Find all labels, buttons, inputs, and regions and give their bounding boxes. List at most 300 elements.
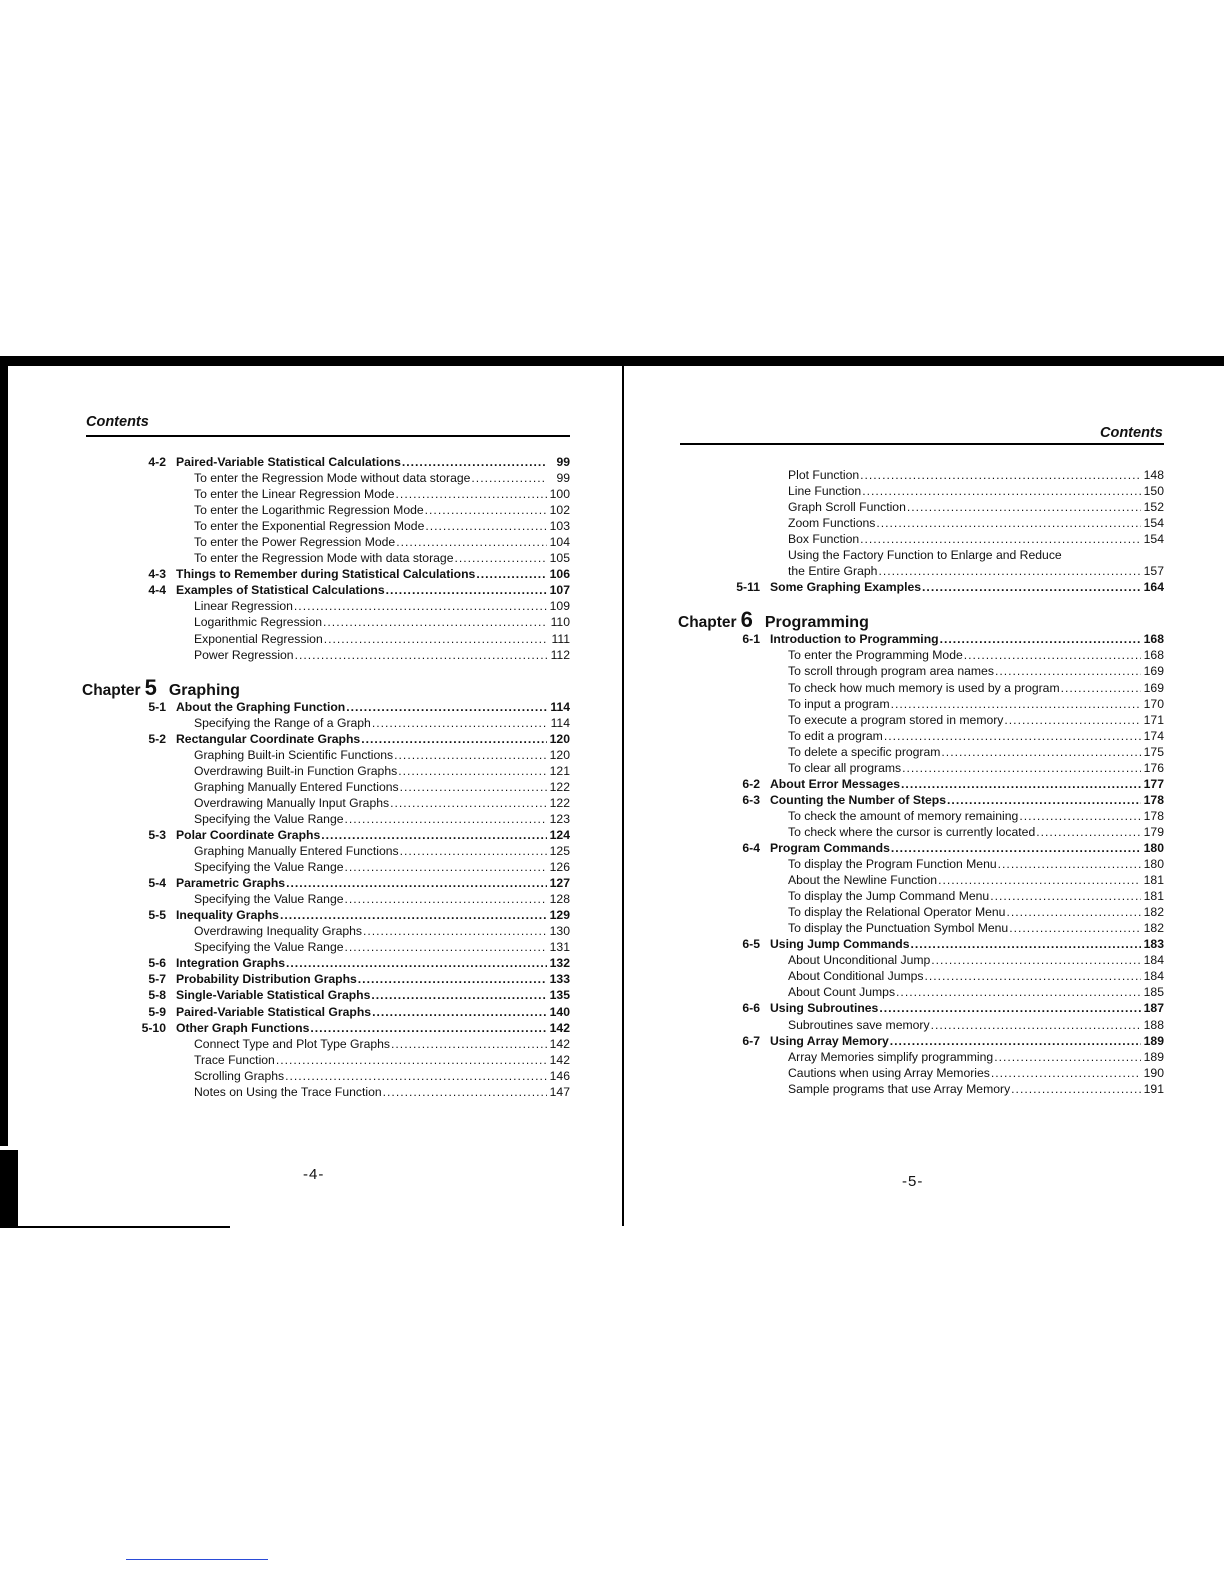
toc-subentry xyxy=(724,984,1164,1000)
toc-title: To enter the Power Regression Mode xyxy=(194,535,396,550)
toc-section-entry xyxy=(130,1020,570,1036)
toc-title: Counting the Number of Steps xyxy=(770,792,947,807)
toc-subentry xyxy=(724,920,1164,936)
right-page xyxy=(612,0,1224,1584)
toc-leader-dots xyxy=(931,952,1141,968)
toc-subentry xyxy=(130,1052,570,1068)
toc-title: Scrolling Graphs xyxy=(194,1068,285,1083)
toc-subentry xyxy=(130,502,570,518)
toc-subentry xyxy=(130,763,570,779)
toc-leader-dots xyxy=(890,1033,1141,1049)
toc-page-number: 179 xyxy=(1143,824,1164,839)
toc-leader-dots xyxy=(998,856,1141,872)
toc-title: Paired-Variable Statistical Calculations xyxy=(176,455,401,469)
toc-page-number: 190 xyxy=(1143,1065,1164,1080)
toc-title: About Unconditional Jump xyxy=(788,953,931,968)
toc-section-number: 5-9 xyxy=(148,1004,166,1019)
toc-title: Specifying the Range of a Graph xyxy=(194,715,371,730)
toc-page-number: 142 xyxy=(549,1020,570,1035)
toc-subentry xyxy=(130,715,570,731)
toc-leader-dots xyxy=(324,631,547,647)
toc-subentry xyxy=(130,470,570,486)
toc-title: About Error Messages xyxy=(770,776,901,791)
toc-title: Inequality Graphs xyxy=(176,908,279,923)
toc-subentry xyxy=(724,696,1164,712)
toc-leader-dots xyxy=(896,984,1141,1000)
toc-subentry xyxy=(724,531,1164,547)
toc-section-entry xyxy=(724,936,1164,952)
toc-title: the Entire Graph xyxy=(788,564,878,579)
toc-subentry xyxy=(130,598,570,614)
toc-section-number: 6-4 xyxy=(742,840,760,855)
toc-subentry xyxy=(130,939,570,955)
toc-title: Things to Remember during Statistical Calculations xyxy=(176,567,476,582)
toc-leader-dots xyxy=(372,715,547,731)
chapter-heading xyxy=(678,607,1164,633)
toc-leader-dots xyxy=(396,486,547,502)
toc-subentry xyxy=(724,1065,1164,1081)
toc-title: Trace Function xyxy=(194,1052,275,1067)
toc-title: To check where the cursor is currently located xyxy=(788,824,1036,839)
toc-title: To clear all programs xyxy=(788,760,902,775)
toc-subentry xyxy=(724,888,1164,904)
toc-page-number: 154 xyxy=(1143,516,1164,531)
toc-leader-dots xyxy=(398,763,547,779)
toc-subentry xyxy=(130,614,570,630)
toc-page-number: 124 xyxy=(549,827,570,842)
toc-page-number: 140 xyxy=(549,1004,570,1019)
toc-title: Linear Regression xyxy=(194,599,293,614)
toc-page-number: 184 xyxy=(1143,969,1164,984)
toc-leader-dots xyxy=(323,614,547,630)
toc-leader-dots xyxy=(907,499,1141,515)
toc-title: Introduction to Programming xyxy=(770,632,939,647)
toc-leader-dots xyxy=(878,563,1141,579)
toc-page-number: 182 xyxy=(1143,921,1164,936)
toc-leader-dots xyxy=(345,891,547,907)
toc-page-number: 181 xyxy=(1143,873,1164,888)
toc-leader-dots xyxy=(925,968,1142,984)
toc-subentry xyxy=(724,1081,1164,1097)
toc-title: To display the Jump Command Menu xyxy=(788,889,990,904)
toc-title: To enter the Regression Mode without data storage xyxy=(194,471,471,486)
chapter-title: Graphing xyxy=(168,681,240,699)
toc-subentry xyxy=(130,534,570,550)
toc-page-number: 112 xyxy=(550,647,570,662)
toc-title: To check how much memory is used by a program xyxy=(788,680,1060,695)
toc-title: Probability Distribution Graphs xyxy=(176,972,357,987)
toc-page-number: 152 xyxy=(1143,500,1164,515)
toc-section-entry xyxy=(130,731,570,747)
toc-section-entry xyxy=(130,582,570,598)
toc-leader-dots xyxy=(862,483,1141,499)
toc-subentry xyxy=(724,824,1164,840)
toc-title: Logarithmic Regression xyxy=(194,615,323,630)
toc-page-number: 128 xyxy=(549,892,570,907)
chapter-label: Chapter xyxy=(678,614,737,632)
toc-subentry xyxy=(724,872,1164,888)
toc-page-number: 99 xyxy=(556,455,570,469)
toc-title: To check the amount of memory remaining xyxy=(788,808,1019,823)
toc-page-number: 168 xyxy=(1143,648,1164,663)
toc-page-number: 189 xyxy=(1143,1033,1164,1048)
toc-page-number: 122 xyxy=(549,795,570,810)
toc-subentry xyxy=(130,1068,570,1084)
toc-subentry xyxy=(130,518,570,534)
toc-title: Using Subroutines xyxy=(770,1001,879,1016)
toc-page-number: 169 xyxy=(1143,680,1164,695)
toc-title: Program Commands xyxy=(770,840,890,855)
toc-page-number: 131 xyxy=(549,940,570,955)
toc-title: Specifying the Value Range xyxy=(194,811,344,826)
toc-page-number: 122 xyxy=(549,779,570,794)
toc-leader-dots xyxy=(476,566,547,582)
toc-title: Specifying the Value Range xyxy=(194,892,344,907)
toc-section-entry xyxy=(724,631,1164,647)
toc-page-number: 178 xyxy=(1143,808,1164,823)
toc-section-entry xyxy=(724,1033,1164,1049)
toc-leader-dots xyxy=(860,467,1141,483)
toc-page-number: 142 xyxy=(549,1052,570,1067)
toc-section-number: 5-7 xyxy=(148,972,166,987)
toc-subentry xyxy=(724,760,1164,776)
toc-title: Graphing Built-in Scientific Functions xyxy=(194,747,394,762)
toc-page-number: 120 xyxy=(549,747,570,762)
toc-section-number: 5-10 xyxy=(141,1020,166,1035)
toc-subentry xyxy=(724,856,1164,872)
toc-leader-dots xyxy=(372,1004,547,1020)
toc-title: To enter the Logarithmic Regression Mode xyxy=(194,503,424,518)
toc-leader-dots xyxy=(294,598,547,614)
toc-title: Box Function xyxy=(788,532,860,547)
toc-leader-dots xyxy=(1006,904,1141,920)
toc-subentry xyxy=(724,1049,1164,1065)
toc-section-entry xyxy=(130,827,570,843)
chapter-label: Chapter xyxy=(82,681,141,699)
toc-title: Specifying the Value Range xyxy=(194,860,344,875)
toc-leader-dots xyxy=(922,579,1141,595)
toc-leader-dots xyxy=(280,907,547,923)
toc-title: Using Jump Commands xyxy=(770,937,910,952)
toc-leader-dots xyxy=(902,760,1141,776)
toc-page-number: 178 xyxy=(1143,792,1164,807)
toc-page-number: 129 xyxy=(549,908,570,923)
toc-section-entry xyxy=(130,987,570,1003)
toc-leader-dots xyxy=(345,939,547,955)
toc-subentry xyxy=(724,712,1164,728)
toc-leader-dots xyxy=(1009,920,1141,936)
toc-page-number: 126 xyxy=(549,860,570,875)
toc-title: Power Regression xyxy=(194,647,294,662)
toc-leader-dots xyxy=(276,1052,547,1068)
toc-leader-dots xyxy=(991,1065,1141,1081)
toc-section-entry xyxy=(130,955,570,971)
toc-section-number: 5-8 xyxy=(148,988,166,1003)
toc-page-number: 102 xyxy=(549,503,570,518)
toc-page-number: 147 xyxy=(549,1084,570,1099)
toc-subentry xyxy=(724,515,1164,531)
toc-section-entry xyxy=(724,776,1164,792)
toc-page-number: 121 xyxy=(549,763,570,778)
toc-leader-dots xyxy=(425,518,547,534)
toc-title: To scroll through program area names xyxy=(788,664,994,679)
toc-page-number: 183 xyxy=(1143,937,1164,952)
toc-section-entry xyxy=(724,792,1164,808)
toc-title: Paired-Variable Statistical Graphs xyxy=(176,1004,372,1019)
toc-leader-dots xyxy=(310,1020,547,1036)
right-page-number: -5- xyxy=(902,1173,924,1190)
toc-title: Other Graph Functions xyxy=(176,1020,310,1035)
toc-leader-dots xyxy=(286,875,547,891)
toc-title: To enter the Linear Regression Mode xyxy=(194,487,395,502)
right-toc xyxy=(678,467,1164,1097)
toc-subentry xyxy=(130,647,570,663)
chapter-title: Programming xyxy=(764,614,869,632)
toc-leader-dots xyxy=(346,699,547,715)
toc-section-entry xyxy=(724,1000,1164,1016)
chapter-heading xyxy=(82,675,570,701)
toc-section-number: 6-2 xyxy=(742,776,760,791)
toc-leader-dots xyxy=(396,534,547,550)
toc-page-number: 180 xyxy=(1143,840,1164,855)
toc-title: About the Newline Function xyxy=(788,873,938,888)
toc-subentry xyxy=(724,904,1164,920)
toc-subentry xyxy=(724,563,1164,579)
toc-subentry xyxy=(724,1017,1164,1033)
toc-page-number: 188 xyxy=(1143,1017,1164,1032)
toc-leader-dots xyxy=(1061,680,1141,696)
left-header-rule xyxy=(86,435,570,437)
toc-page-number: 191 xyxy=(1143,1081,1164,1096)
toc-title: Polar Coordinate Graphs xyxy=(176,827,321,842)
toc-leader-dots xyxy=(1036,824,1141,840)
toc-page-number: 125 xyxy=(549,844,570,859)
toc-page-number: 106 xyxy=(549,567,570,582)
toc-page-number: 103 xyxy=(549,519,570,534)
toc-section-entry xyxy=(724,579,1164,595)
toc-title: About the Graphing Function xyxy=(176,699,346,714)
toc-title: To edit a program xyxy=(788,728,883,743)
toc-title: Overdrawing Built-in Function Graphs xyxy=(194,763,398,778)
toc-leader-dots xyxy=(358,971,547,987)
toc-page-number: 100 xyxy=(549,487,570,502)
toc-leader-dots xyxy=(901,776,1141,792)
toc-subentry xyxy=(130,550,570,566)
toc-title: Some Graphing Examples xyxy=(770,580,922,595)
toc-title: Single-Variable Statistical Graphs xyxy=(176,988,371,1003)
toc-page-number: 132 xyxy=(549,956,570,971)
chapter-number: 6 xyxy=(740,607,753,633)
toc-leader-dots xyxy=(1004,712,1141,728)
toc-page-number: 184 xyxy=(1143,953,1164,968)
toc-leader-dots xyxy=(402,454,547,470)
toc-page-number: 99 xyxy=(556,471,570,486)
toc-page-number: 105 xyxy=(549,551,570,566)
toc-leader-dots xyxy=(425,502,547,518)
toc-page-number: 171 xyxy=(1143,712,1164,727)
toc-leader-dots xyxy=(931,1017,1141,1033)
toc-leader-dots xyxy=(941,744,1141,760)
toc-subentry xyxy=(130,843,570,859)
toc-title: To display the Program Function Menu xyxy=(788,857,997,872)
toc-leader-dots xyxy=(363,923,547,939)
toc-subentry xyxy=(130,1084,570,1100)
toc-title: Specifying the Value Range xyxy=(194,940,344,955)
toc-section-number: 5-6 xyxy=(148,956,166,971)
toc-leader-dots xyxy=(994,1049,1141,1065)
toc-title: Using Array Memory xyxy=(770,1033,889,1048)
toc-leader-dots xyxy=(1019,808,1141,824)
toc-subentry xyxy=(130,891,570,907)
toc-page-number: 148 xyxy=(1143,468,1164,482)
toc-page-number: 157 xyxy=(1143,564,1164,579)
toc-page-number: 127 xyxy=(549,876,570,891)
toc-subentry xyxy=(724,663,1164,679)
left-running-header: Contents xyxy=(86,414,149,430)
toc-leader-dots xyxy=(876,515,1141,531)
toc-subentry xyxy=(130,1036,570,1052)
toc-section-number: 6-7 xyxy=(742,1033,760,1048)
toc-page-number: 164 xyxy=(1143,580,1164,595)
toc-subentry xyxy=(130,859,570,875)
toc-page-number: 170 xyxy=(1143,696,1164,711)
toc-leader-dots xyxy=(940,631,1141,647)
toc-page-number: 168 xyxy=(1143,632,1164,647)
toc-leader-dots xyxy=(391,1036,547,1052)
toc-title: To execute a program stored in memory xyxy=(788,712,1004,727)
toc-leader-dots xyxy=(891,696,1141,712)
toc-section-number: 4-2 xyxy=(148,455,166,469)
toc-subentry xyxy=(724,808,1164,824)
left-page-number: -4- xyxy=(303,1166,325,1183)
toc-page-number: 114 xyxy=(550,699,570,714)
toc-leader-dots xyxy=(345,859,547,875)
toc-subentry xyxy=(724,728,1164,744)
toc-page-number: 176 xyxy=(1143,760,1164,775)
toc-title: Notes on Using the Trace Function xyxy=(194,1084,382,1099)
toc-leader-dots xyxy=(879,1000,1141,1016)
left-toc xyxy=(82,454,570,1100)
toc-leader-dots xyxy=(295,647,547,663)
right-header-rule xyxy=(680,443,1164,445)
toc-page-number: 175 xyxy=(1143,744,1164,759)
toc-leader-dots xyxy=(361,731,547,747)
toc-subentry xyxy=(724,952,1164,968)
toc-title: Using the Factory Function to Enlarge and Reduce xyxy=(788,548,1062,563)
toc-section-entry xyxy=(130,699,570,715)
toc-subentry xyxy=(724,647,1164,663)
toc-page-number: 174 xyxy=(1143,728,1164,743)
toc-title: About Conditional Jumps xyxy=(788,969,924,984)
toc-leader-dots xyxy=(400,779,547,795)
toc-title: Line Function xyxy=(788,484,862,499)
toc-leader-dots xyxy=(938,872,1141,888)
toc-section-entry xyxy=(130,1004,570,1020)
toc-leader-dots xyxy=(891,840,1141,856)
toc-subentry xyxy=(724,680,1164,696)
toc-leader-dots xyxy=(911,936,1142,952)
toc-title: To input a program xyxy=(788,696,890,711)
toc-subentry xyxy=(130,631,570,647)
toc-title: Array Memories simplify programming xyxy=(788,1049,994,1064)
toc-page-number: 180 xyxy=(1143,857,1164,872)
toc-leader-dots xyxy=(884,728,1141,744)
toc-leader-dots xyxy=(995,663,1141,679)
toc-title: Parametric Graphs xyxy=(176,876,286,891)
toc-page-number: 150 xyxy=(1143,484,1164,499)
toc-title: Overdrawing Inequality Graphs xyxy=(194,924,363,939)
toc-subentry xyxy=(130,747,570,763)
toc-page-number: 109 xyxy=(549,599,570,614)
toc-page-number: 154 xyxy=(1143,532,1164,547)
toc-page-number: 169 xyxy=(1143,664,1164,679)
toc-page-number: 130 xyxy=(549,924,570,939)
toc-title: Graphing Manually Entered Functions xyxy=(194,844,399,859)
toc-page-number: 133 xyxy=(549,972,570,987)
toc-title: To display the Relational Operator Menu xyxy=(788,905,1006,920)
toc-section-number: 5-4 xyxy=(148,876,166,891)
toc-page-number: 111 xyxy=(551,631,570,646)
toc-section-number: 5-11 xyxy=(736,580,760,595)
toc-section-entry xyxy=(724,840,1164,856)
toc-leader-dots xyxy=(285,1068,547,1084)
toc-section-entry xyxy=(130,907,570,923)
toc-title: Graphing Manually Entered Functions xyxy=(194,779,399,794)
toc-page-number: 181 xyxy=(1143,889,1164,904)
toc-leader-dots xyxy=(390,795,547,811)
right-running-header: Contents xyxy=(1100,425,1163,441)
toc-title: Subroutines save memory xyxy=(788,1017,930,1032)
toc-section-number: 6-3 xyxy=(742,792,760,807)
toc-leader-dots xyxy=(454,550,547,566)
toc-title: Overdrawing Manually Input Graphs xyxy=(194,795,390,810)
toc-section-number: 6-5 xyxy=(742,937,760,952)
toc-page-number: 177 xyxy=(1143,776,1164,791)
toc-subentry xyxy=(724,744,1164,760)
toc-leader-dots xyxy=(964,647,1141,663)
toc-leader-dots xyxy=(1011,1081,1141,1097)
toc-title: Plot Function xyxy=(788,468,860,482)
toc-page-number: 104 xyxy=(549,535,570,550)
toc-subentry xyxy=(724,968,1164,984)
toc-title: Exponential Regression xyxy=(194,631,323,646)
toc-title: To enter the Exponential Regression Mode xyxy=(194,519,425,534)
toc-title: Examples of Statistical Calculations xyxy=(176,583,385,598)
toc-page-number: 187 xyxy=(1143,1001,1164,1016)
toc-leader-dots xyxy=(321,827,547,843)
toc-page-number: 146 xyxy=(549,1068,570,1083)
toc-section-number: 5-3 xyxy=(148,827,166,842)
toc-section-number: 6-1 xyxy=(742,632,760,647)
toc-title: Cautions when using Array Memories xyxy=(788,1065,990,1080)
toc-subentry xyxy=(724,483,1164,499)
toc-subentry xyxy=(130,486,570,502)
toc-page-number: 135 xyxy=(549,988,570,1003)
toc-leader-dots xyxy=(860,531,1141,547)
toc-section-entry xyxy=(130,566,570,582)
toc-page-number: 120 xyxy=(549,731,570,746)
toc-title: To delete a specific program xyxy=(788,744,941,759)
toc-title: Sample programs that use Array Memory xyxy=(788,1081,1011,1096)
toc-section-number: 5-1 xyxy=(148,699,166,714)
toc-page-number: 189 xyxy=(1143,1049,1164,1064)
toc-page-number: 182 xyxy=(1143,905,1164,920)
toc-leader-dots xyxy=(990,888,1141,904)
toc-leader-dots xyxy=(286,955,547,971)
toc-subentry xyxy=(724,467,1164,483)
toc-section-entry xyxy=(130,875,570,891)
toc-subentry xyxy=(130,923,570,939)
